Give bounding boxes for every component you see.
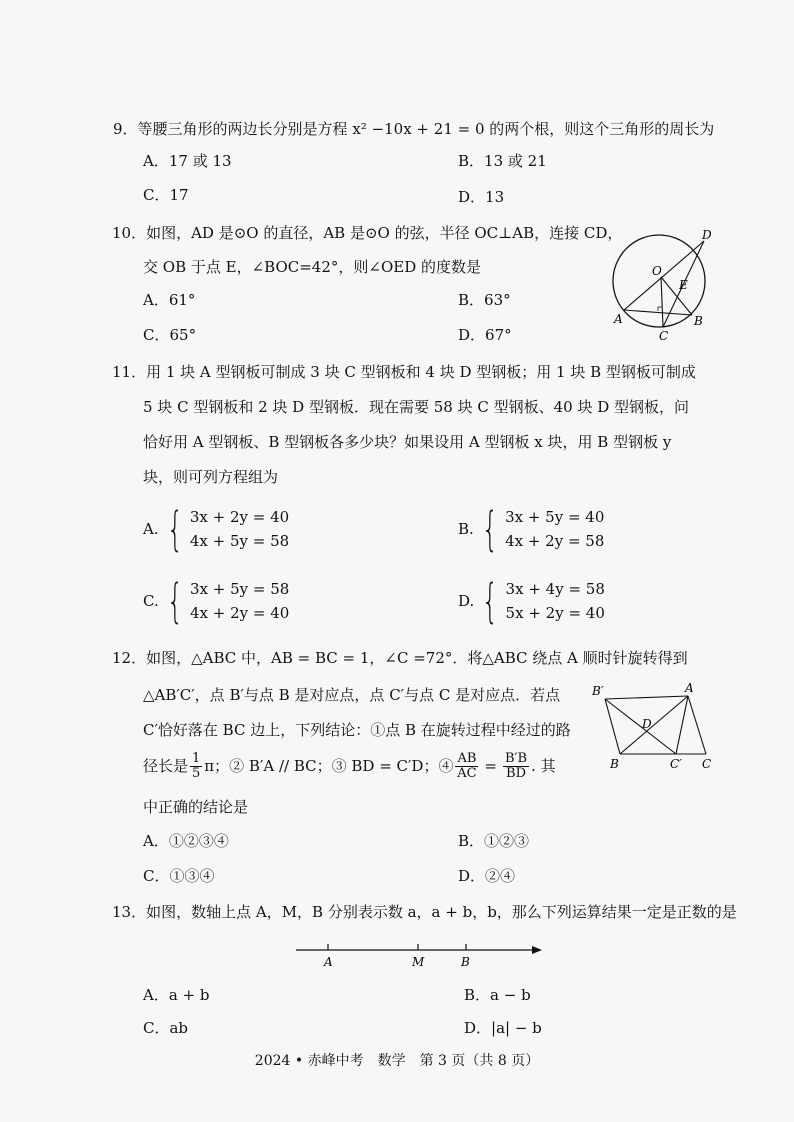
q11-option-c bbox=[143, 574, 290, 628]
label-o: O bbox=[652, 264, 662, 278]
q12-option-a: A．①②③④ bbox=[143, 832, 229, 850]
q9-option-a: A．17 或 13 bbox=[143, 152, 232, 170]
label-m: M bbox=[412, 955, 425, 969]
option-label: A. bbox=[143, 520, 159, 538]
q10-line2: 交 OB 于点 E，∠BOC=42°，则∠OED 的度数是 bbox=[143, 258, 481, 276]
brace-icon: { bbox=[481, 502, 498, 556]
fraction-numerator: B′B bbox=[504, 751, 528, 766]
segment-b1c1-diag bbox=[605, 699, 676, 754]
fraction-denominator: 5 bbox=[192, 766, 201, 782]
q12-line4-text-a: 径长是 bbox=[143, 757, 189, 776]
q12-option-d: D．②④ bbox=[458, 867, 516, 885]
q13-option-c: C．ab bbox=[143, 1019, 189, 1037]
segment-ac bbox=[688, 696, 706, 754]
q11-option-a bbox=[143, 502, 290, 556]
q12-line4-text-c: . 其 bbox=[531, 757, 556, 776]
label-a: A bbox=[614, 312, 623, 326]
q10-option-b: B．63° bbox=[458, 291, 511, 309]
brace-icon: { bbox=[166, 502, 183, 556]
option-label: B. bbox=[458, 520, 474, 538]
segment-b1c1 bbox=[605, 699, 620, 754]
q12-line3: C′恰好落在 BC 边上，下列结论：①点 B 在旋转过程中经过的路 bbox=[143, 721, 571, 739]
q13-stem: 13．如图，数轴上点 A，M，B 分别表示数 a，a + b，b，那么下列运算结果一定是正数的是 bbox=[112, 903, 737, 921]
q12-option-c: C．①③④ bbox=[143, 867, 215, 885]
equation: 3x + 5y = 40 bbox=[505, 508, 605, 526]
fraction-numerator: 1 bbox=[192, 751, 201, 766]
q11-option-b bbox=[458, 502, 605, 556]
equation: 3x + 2y = 40 bbox=[189, 508, 290, 526]
q12-option-b: B．①②③ bbox=[458, 832, 530, 850]
equation: 4x + 2y = 58 bbox=[505, 532, 605, 550]
q12-line2: △AB′C′，点 B′与点 B 是对应点，点 C′与点 C 是对应点．若点 bbox=[143, 686, 561, 704]
label-b-prime: B′ bbox=[592, 684, 604, 698]
label-d: D bbox=[702, 228, 712, 242]
q12-line5: 中正确的结论是 bbox=[143, 798, 249, 816]
label-a: A bbox=[324, 955, 333, 969]
right-angle-mark bbox=[658, 307, 662, 311]
equation: 5x + 2y = 40 bbox=[505, 604, 605, 622]
q13-option-a: A．a + b bbox=[143, 986, 210, 1004]
diameter-ad bbox=[624, 241, 704, 310]
q11-line3: 恰好用 A 型钢板、B 型钢板各多少块？如果设用 A 型钢板 x 块，用 B 型钢板 y bbox=[143, 433, 672, 451]
fraction-numerator: AB bbox=[457, 751, 477, 766]
label-b: B bbox=[461, 955, 470, 969]
arrow-icon bbox=[532, 946, 542, 954]
equation: 4x + 5y = 58 bbox=[189, 532, 290, 550]
label-c-prime: C′ bbox=[670, 757, 682, 771]
option-label: D. bbox=[458, 592, 475, 610]
brace-icon: { bbox=[482, 574, 499, 628]
q10-line1: 10．如图，AD 是⊙O 的直径，AB 是⊙O 的弦，半径 OC⊥AB，连接 CD， bbox=[112, 224, 623, 242]
fraction-denominator: BD bbox=[506, 766, 526, 782]
fraction-denominator: AC bbox=[457, 766, 477, 782]
label-b: B bbox=[610, 757, 619, 771]
equals-sign: = bbox=[484, 757, 497, 776]
label-b: B bbox=[694, 314, 703, 328]
q10-circle-figure bbox=[608, 225, 718, 345]
q12-line4 bbox=[143, 752, 556, 782]
q11-line4: 块，则可列方程组为 bbox=[143, 468, 279, 486]
q10-option-d: D．67° bbox=[458, 326, 512, 344]
brace-icon: { bbox=[166, 574, 183, 628]
equation: 4x + 2y = 40 bbox=[190, 604, 290, 622]
q13-option-b: B．a − b bbox=[464, 986, 531, 1004]
q12-line4-text-b: π；② B′A // BC；③ BD = C′D；④ bbox=[204, 757, 454, 776]
equation: 3x + 5y = 58 bbox=[190, 580, 290, 598]
q10-option-a: A．61° bbox=[143, 291, 196, 309]
label-c: C bbox=[659, 329, 669, 343]
fraction-ab-ac bbox=[455, 752, 478, 782]
q9-option-c: C．17 bbox=[143, 186, 189, 204]
label-a: A bbox=[685, 682, 694, 695]
q9-stem: 9．等腰三角形的两边长分别是方程 x² −10x + 21 = 0 的两个根，则这个三角形的周长为 bbox=[113, 120, 715, 138]
label-c: C bbox=[702, 757, 712, 771]
fraction-bb-bd bbox=[503, 752, 529, 782]
q9-option-d: D．13 bbox=[458, 188, 505, 206]
label-d: D bbox=[642, 717, 652, 731]
q12-rotation-figure bbox=[588, 682, 723, 772]
option-label: C. bbox=[143, 592, 159, 610]
q11-line1: 11．用 1 块 A 型钢板可制成 3 块 C 型钢板和 4 块 D 型钢板；用 1 块 B 型钢板可制成 bbox=[112, 363, 696, 381]
q13-option-d: D．|a| − b bbox=[464, 1019, 542, 1037]
q12-line1: 12．如图，△ABC 中，AB = BC = 1，∠C =72°．将△ABC 绕点 A 顺时针旋转得到 bbox=[112, 649, 688, 667]
page-footer: 2024 • 赤峰中考 数学 第 3 页（共 8 页） bbox=[254, 1053, 540, 1069]
radius-oc bbox=[661, 277, 663, 327]
q11-option-d bbox=[458, 574, 605, 628]
label-e: E bbox=[679, 278, 688, 292]
q9-option-b: B．13 或 21 bbox=[458, 152, 547, 170]
segment-b1a bbox=[605, 696, 688, 699]
q10-option-c: C．65° bbox=[143, 326, 197, 344]
q13-number-line bbox=[290, 938, 550, 972]
equation: 3x + 4y = 58 bbox=[505, 580, 605, 598]
fraction-one-fifth bbox=[190, 752, 202, 782]
q11-line2: 5 块 C 型钢板和 2 块 D 型钢板．现在需要 58 块 C 型钢板、40 块 D 型钢板，问 bbox=[143, 398, 690, 416]
